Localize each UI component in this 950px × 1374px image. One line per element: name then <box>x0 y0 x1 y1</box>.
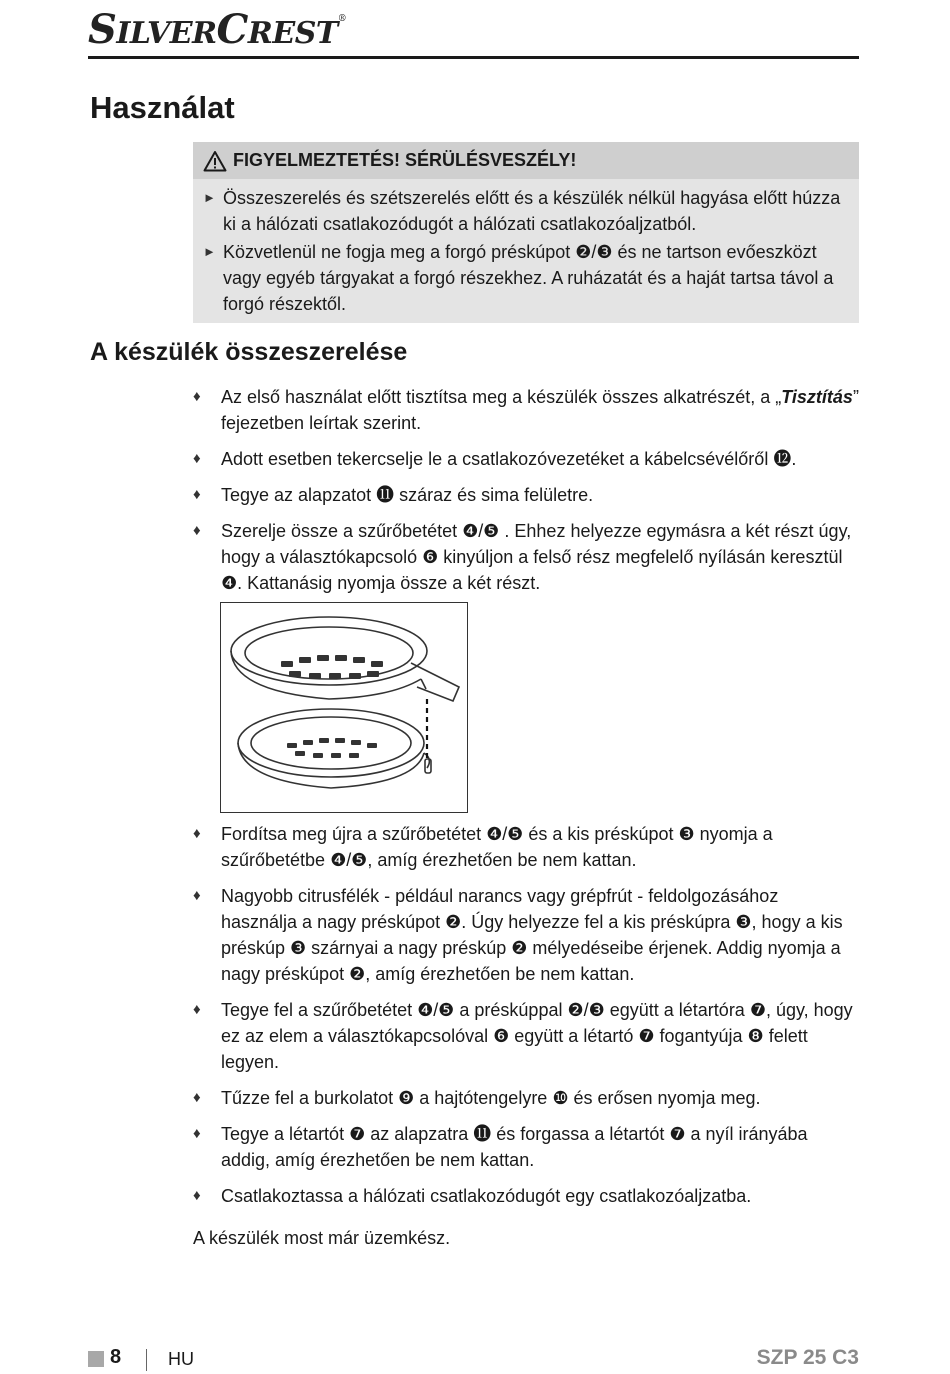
diamond-bullet-icon: ♦ <box>193 1089 201 1106</box>
list-item: ♦ Csatlakoztassa a hálózati csatlakozódugót egy csatlakozóaljzatba. <box>193 1183 859 1209</box>
diamond-bullet-icon: ♦ <box>193 450 201 467</box>
warning-title: FIGYELMEZTETÉS! SÉRÜLÉSVESZÉLY! <box>233 150 577 170</box>
warning-item: ► Közvetlenül ne fogja meg a forgó préskúpot ❷/❸ és ne tartson evőeszközt vagy egyéb tárgyakat a forgó részekhez. A ruházatát és a haját tartsa távol a forgó részektől. <box>203 239 849 317</box>
header-rule <box>88 56 859 59</box>
assembly-steps-part-1 <box>193 384 859 606</box>
closing-text: A készülék most már üzemkész. <box>193 1228 451 1248</box>
warning-header <box>193 142 859 179</box>
arrow-bullet-icon: ► <box>203 190 216 205</box>
list-item: ♦ Szerelje össze a szűrőbetétet ❹/❺ . Ehhez helyezze egymásra a két részt úgy, hogy a választókapcsoló ❻ kinyúljon a felső rész megfelelő nyílásán keresztül ❹. Kattanásig nyomja össze a két részt. <box>193 518 859 596</box>
warning-box <box>193 142 859 323</box>
diamond-bullet-icon: ♦ <box>193 887 201 904</box>
footer-square-marker <box>88 1351 104 1367</box>
warning-triangle-icon <box>203 150 227 172</box>
arrow-bullet-icon: ► <box>203 244 216 259</box>
diamond-bullet-icon: ♦ <box>193 1125 201 1142</box>
footer-divider <box>146 1349 147 1371</box>
model-number: SZP 25 C3 <box>756 1346 859 1369</box>
diamond-bullet-icon: ♦ <box>193 1187 201 1204</box>
list-item: ♦ Nagyobb citrusfélék - például narancs vagy grépfrút - feldolgozásához használja a nagy préskúpot ❷. Úgy helyezze fel a kis préskúpra ❸, hogy a kis préskúp ❸ szárnyai a nagy préskúp ❷ mélyedéseibe érjenek. Addig nyomja a nagy préskúpot ❷, amíg érezhetően be nem kattan. <box>193 883 859 987</box>
warning-list <box>193 179 859 317</box>
section-title: Használat <box>90 90 235 125</box>
language-code: HU <box>168 1349 194 1369</box>
list-item: ♦ Tegye az alapzatot ⓫ száraz és sima felületre. <box>193 482 859 508</box>
list-item: ♦ Tegye a létartót ❼ az alapzatra ⓫ és forgassa a létartót ❼ a nyíl irányába addig, amíg érezhetően be nem kattan. <box>193 1121 859 1173</box>
diamond-bullet-icon: ♦ <box>193 1001 201 1018</box>
brand-logo: SILVERCREST® <box>88 6 347 53</box>
diamond-bullet-icon: ♦ <box>193 522 201 539</box>
list-item: ♦ Az első használat előtt tisztítsa meg a készülék összes alkatrészét, a „Tisztítás” fejezetben leírtak szerint. <box>193 384 859 436</box>
filter-assembly-illustration <box>220 602 468 813</box>
list-item: ♦ Fordítsa meg újra a szűrőbetétet ❹/❺ és a kis préskúpot ❸ nyomja a szűrőbetétbe ❹/❺, amíg érezhetően be nem kattan. <box>193 821 859 873</box>
diamond-bullet-icon: ♦ <box>193 486 201 503</box>
warning-item: ► Összeszerelés és szétszerelés előtt és a készülék nélkül hagyása előtt húzza ki a hálózati csatlakozódugót a hálózati csatlakozóaljzatból. <box>203 185 849 237</box>
list-item: ♦ Adott esetben tekercselje le a csatlakozóvezetéket a kábelcsévélőről ⓬. <box>193 446 859 472</box>
subsection-title: A készülék összeszerelése <box>90 338 408 366</box>
diamond-bullet-icon: ♦ <box>193 388 201 405</box>
list-item: ♦ Tegye fel a szűrőbetétet ❹/❺ a préskúppal ❷/❸ együtt a létartóra ❼, úgy, hogy ez az elem a választókapcsolóval ❻ együtt a létartó ❼ fogantyúja ❽ felett legyen. <box>193 997 859 1075</box>
assembly-steps-part-2 <box>193 821 859 1219</box>
page-number: 8 <box>110 1346 122 1368</box>
list-item: ♦ Tűzze fel a burkolatot ❾ a hajtótengelyre ❿ és erősen nyomja meg. <box>193 1085 859 1111</box>
diamond-bullet-icon: ♦ <box>193 825 201 842</box>
